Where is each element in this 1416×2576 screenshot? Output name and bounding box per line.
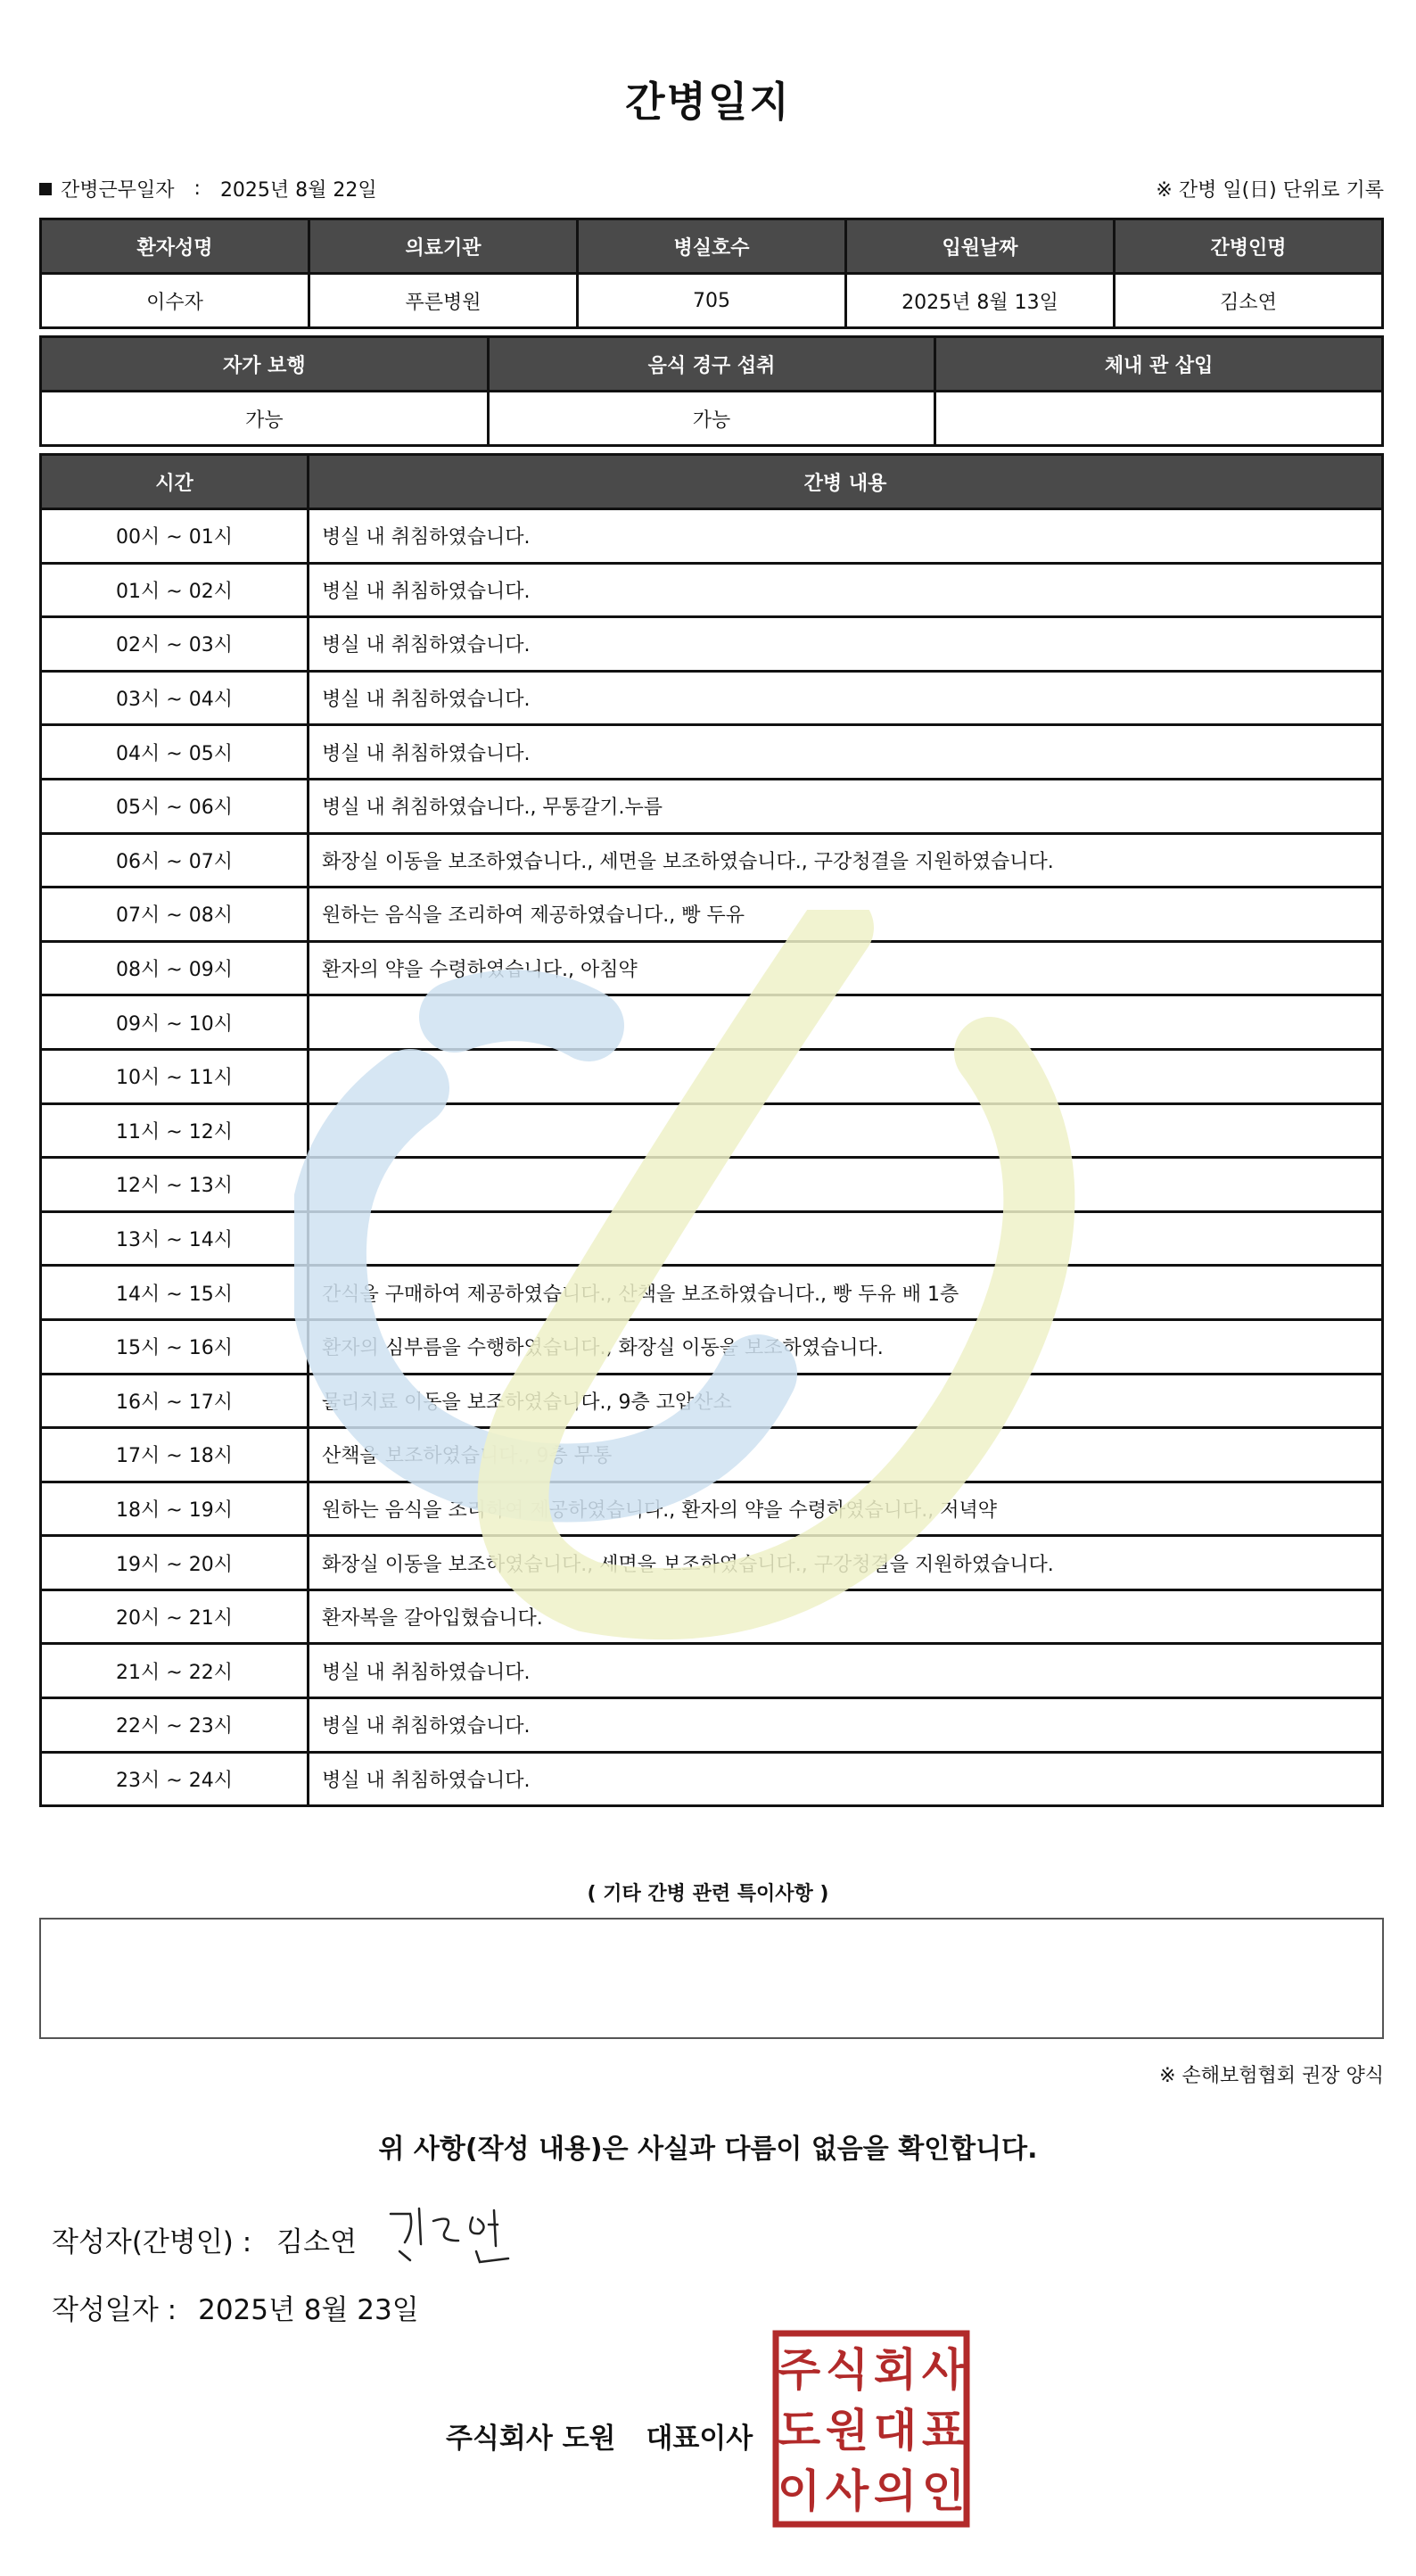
- company-name: 주식회사 도원: [446, 2423, 616, 2455]
- row-care-content: 병실 내 취침하였습니다.: [309, 1644, 1383, 1698]
- patient-info-table: [39, 218, 1384, 329]
- row-time: 19시 ~ 20시: [41, 1536, 309, 1590]
- row-care-content: 병실 내 취침하였습니다.: [309, 509, 1383, 564]
- row-care-content: 간식을 구매하여 제공하였습니다., 산책을 보조하였습니다., 빵 두유 배 1층: [309, 1266, 1383, 1320]
- header-hospital: 의료기관: [309, 219, 578, 274]
- written-date-label: 작성일자 :: [52, 2294, 177, 2326]
- row-care-content: 병실 내 취침하였습니다.: [309, 1698, 1383, 1753]
- row-time: 18시 ~ 19시: [41, 1482, 309, 1536]
- table-row: [41, 1049, 1383, 1103]
- table-row: [41, 1589, 1383, 1644]
- patient-condition-table: [39, 335, 1384, 447]
- table-row: [41, 1374, 1383, 1428]
- header-care-content: 간병 내용: [309, 455, 1383, 509]
- row-time: 21시 ~ 22시: [41, 1644, 309, 1698]
- table-row: [41, 941, 1383, 995]
- admission-date: 2025년 8월 13일: [846, 274, 1115, 328]
- row-time: 10시 ~ 11시: [41, 1049, 309, 1103]
- work-date: [39, 175, 377, 202]
- seal-character: 표: [921, 2405, 966, 2456]
- table-row: [41, 1211, 1383, 1266]
- seal-character: 원: [825, 2405, 869, 2456]
- table-row: [41, 1103, 1383, 1158]
- row-care-content: [309, 1103, 1383, 1158]
- row-time: 20시 ~ 21시: [41, 1589, 309, 1644]
- table-row: [41, 671, 1383, 725]
- row-time: 15시 ~ 16시: [41, 1319, 309, 1374]
- table-row: [41, 617, 1383, 672]
- seal-character: 인: [921, 2465, 966, 2517]
- header-patient-name: 환자성명: [41, 219, 309, 274]
- table-row: [41, 509, 1383, 564]
- header-admission-date: 입원날짜: [846, 219, 1115, 274]
- row-time: 06시 ~ 07시: [41, 833, 309, 888]
- table-row: [41, 888, 1383, 942]
- hospital-name: 푸른병원: [309, 274, 578, 328]
- seal-character: 식: [825, 2344, 869, 2396]
- row-care-content: 병실 내 취침하였습니다.: [309, 563, 1383, 617]
- table-row: [41, 1158, 1383, 1212]
- table-row: [41, 1698, 1383, 1753]
- notes-box: [39, 1918, 1384, 2039]
- table-row: [41, 563, 1383, 617]
- header-oral-intake: 음식 경구 섭취: [488, 337, 935, 392]
- seal-character: 사: [825, 2465, 869, 2517]
- seal-character: 대: [873, 2405, 918, 2456]
- row-care-content: [309, 1158, 1383, 1212]
- room-number: 705: [578, 274, 846, 328]
- company-role: 대표이사: [646, 2423, 753, 2455]
- row-care-content: 산책을 보조하였습니다., 9층 무통: [309, 1428, 1383, 1482]
- row-time: 07시 ~ 08시: [41, 888, 309, 942]
- row-care-content: 병실 내 취침하였습니다., 무통갈기.누름: [309, 779, 1383, 833]
- row-time: 12시 ~ 13시: [41, 1158, 309, 1212]
- self-walking-value: 가능: [41, 392, 489, 446]
- header-room-number: 병실호수: [578, 219, 846, 274]
- written-date-line: [52, 2287, 419, 2327]
- row-time: 00시 ~ 01시: [41, 509, 309, 564]
- seal-character: 주: [777, 2344, 821, 2396]
- work-date-separator: :: [193, 178, 201, 200]
- writer-name: 김소연: [276, 2226, 358, 2258]
- row-care-content: 환자복을 갈아입혔습니다.: [309, 1589, 1383, 1644]
- row-time: 05시 ~ 06시: [41, 779, 309, 833]
- row-time: 13시 ~ 14시: [41, 1211, 309, 1266]
- header-time: 시간: [41, 455, 309, 509]
- row-time: 04시 ~ 05시: [41, 725, 309, 780]
- row-care-content: 환자의 심부름을 수행하였습니다., 화장실 이동을 보조하였습니다.: [309, 1319, 1383, 1374]
- confirm-text: 위 사항(작성 내용)은 사실과 다름이 없음을 확인합니다.: [378, 2134, 1038, 2165]
- table-row: [41, 995, 1383, 1050]
- row-time: 22시 ~ 23시: [41, 1698, 309, 1753]
- work-date-label: 간병근무일자: [61, 179, 175, 202]
- seal-character: 도: [777, 2405, 821, 2456]
- header-caregiver-name: 간병인명: [1115, 219, 1383, 274]
- row-time: 23시 ~ 24시: [41, 1752, 309, 1806]
- table-row: [41, 1752, 1383, 1806]
- row-care-content: [309, 1211, 1383, 1266]
- writer-line: [52, 2219, 357, 2259]
- table-row: [41, 779, 1383, 833]
- row-time: 14시 ~ 15시: [41, 1266, 309, 1320]
- care-log-table: [39, 453, 1384, 1807]
- seal-character: 회: [873, 2344, 918, 2396]
- row-care-content: 병실 내 취침하였습니다.: [309, 617, 1383, 672]
- notes-title: ( 기타 간병 관련 특이사항 ): [587, 1883, 829, 1905]
- row-care-content: 화장실 이동을 보조하였습니다., 세면을 보조하였습니다., 구강청결을 지원하였습니다.: [309, 833, 1383, 888]
- caregiver-name: 김소연: [1115, 274, 1383, 328]
- row-time: 17시 ~ 18시: [41, 1428, 309, 1482]
- row-time: 11시 ~ 12시: [41, 1103, 309, 1158]
- recommend-note: ※ 손해보험협회 권장 양식: [1159, 2065, 1384, 2087]
- table-row: [41, 1536, 1383, 1590]
- written-date-value: 2025년 8월 23일: [198, 2294, 419, 2326]
- company-seal-stamp: [772, 2330, 970, 2528]
- header-self-walking: 자가 보행: [41, 337, 489, 392]
- patient-name: 이수자: [41, 274, 309, 328]
- table-row: [41, 1644, 1383, 1698]
- writer-label: 작성자(간병인) :: [52, 2226, 252, 2258]
- row-time: 08시 ~ 09시: [41, 941, 309, 995]
- table-row: [41, 1428, 1383, 1482]
- row-care-content: [309, 995, 1383, 1050]
- square-bullet-icon: [39, 183, 52, 195]
- table-row: [41, 1319, 1383, 1374]
- table-row: [41, 725, 1383, 780]
- row-care-content: 병실 내 취침하였습니다.: [309, 1752, 1383, 1806]
- row-time: 09시 ~ 10시: [41, 995, 309, 1050]
- row-time: 03시 ~ 04시: [41, 671, 309, 725]
- row-time: 01시 ~ 02시: [41, 563, 309, 617]
- row-care-content: 원하는 음식을 조리하여 제공하였습니다., 빵 두유: [309, 888, 1383, 942]
- table-row: [41, 1482, 1383, 1536]
- row-care-content: 원하는 음식을 조리하여 제공하였습니다., 환자의 약을 수령하였습니다., 저녁약: [309, 1482, 1383, 1536]
- row-care-content: 환자의 약을 수령하였습니다., 아침약: [309, 941, 1383, 995]
- seal-character: 사: [921, 2344, 966, 2396]
- table-row: [41, 833, 1383, 888]
- seal-character: 의: [873, 2465, 918, 2517]
- unit-note: ※ 간병 일(日) 단위로 기록: [1156, 179, 1384, 202]
- company-line: [446, 2415, 753, 2456]
- work-date-value: 2025년 8월 22일: [219, 179, 377, 202]
- document-title: 간병일지: [625, 78, 791, 126]
- row-time: 16시 ~ 17시: [41, 1374, 309, 1428]
- row-time: 02시 ~ 03시: [41, 617, 309, 672]
- seal-character: 이: [777, 2465, 821, 2517]
- oral-intake-value: 가능: [488, 392, 935, 446]
- row-care-content: 물리치료 이동을 보조하였습니다., 9층 고압산소: [309, 1374, 1383, 1428]
- row-care-content: [309, 1049, 1383, 1103]
- row-care-content: 화장실 이동을 보조하였습니다., 세면을 보조하였습니다., 구강청결을 지원하였습니다.: [309, 1536, 1383, 1590]
- table-row: [41, 1266, 1383, 1320]
- handwritten-signature: [383, 2201, 526, 2264]
- row-care-content: 병실 내 취침하였습니다.: [309, 671, 1383, 725]
- header-tube-insertion: 체내 관 삽입: [935, 337, 1383, 392]
- tube-insertion-value: [935, 392, 1383, 446]
- row-care-content: 병실 내 취침하였습니다.: [309, 725, 1383, 780]
